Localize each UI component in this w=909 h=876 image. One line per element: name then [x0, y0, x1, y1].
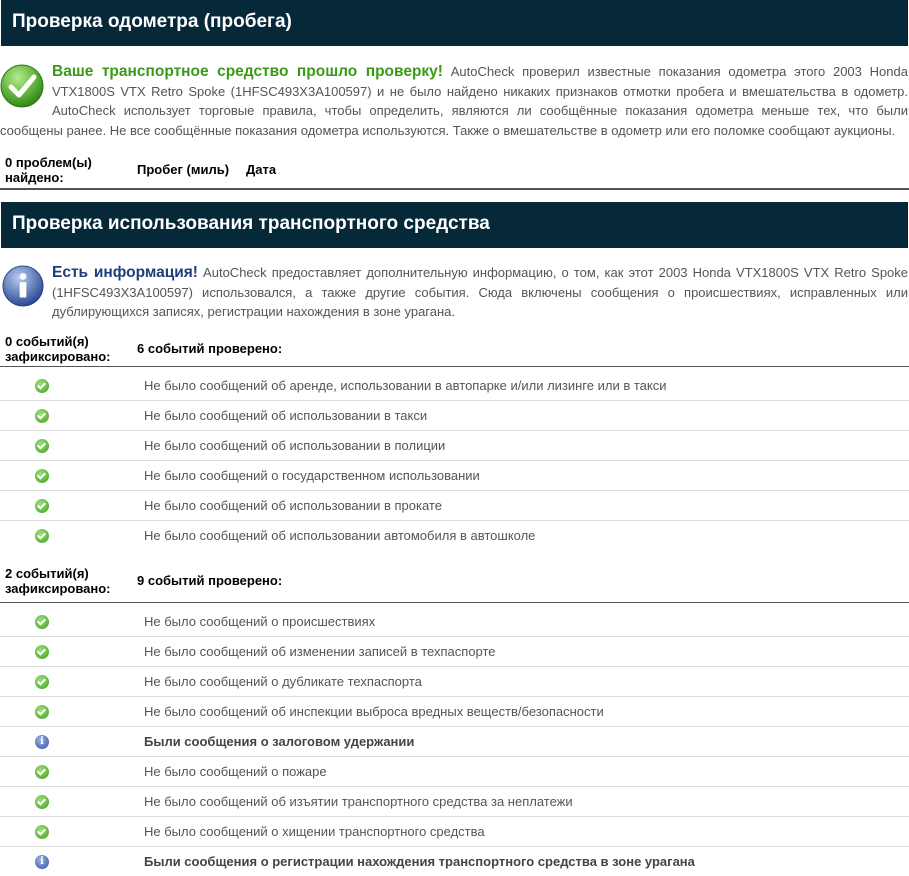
green-check-icon: [35, 765, 49, 779]
check-row: [0, 520, 909, 550]
check-row: [0, 756, 909, 786]
green-check-icon: [35, 825, 49, 839]
check-text: Не было сообщений об инспекции выброса вредных веществ/безопасности: [144, 696, 909, 726]
green-check-icon: [35, 409, 49, 423]
check-status-cell: [0, 460, 144, 490]
check-row: [0, 786, 909, 816]
check-row: [0, 696, 909, 726]
green-check-icon: [35, 499, 49, 513]
odometer-summary-row: [0, 151, 909, 188]
check-status-cell: [0, 430, 144, 460]
problems-found-label: 0 проблем(ы) найдено:: [5, 154, 92, 185]
mileage-column-header: Пробег (миль): [137, 162, 230, 177]
group2-summary-row: [0, 564, 909, 598]
check-row: [0, 430, 909, 460]
usage-lead: Есть информация!: [52, 264, 198, 281]
info-icon: [2, 265, 44, 307]
check-row: [0, 846, 909, 876]
divider: [0, 366, 909, 367]
check-status-cell: [0, 400, 144, 430]
divider: [0, 602, 909, 603]
check-status-cell: [0, 666, 144, 696]
check-row: [0, 666, 909, 696]
check-row: [0, 726, 909, 756]
group2-checked-label: 9 событий проверено:: [137, 573, 283, 588]
green-check-icon: [35, 529, 49, 543]
check-status-cell: [0, 786, 144, 816]
check-status-cell: [0, 371, 144, 401]
check-text: Не было сообщений о государственном использовании: [144, 460, 909, 490]
usage-text: AutoCheck предоставляет дополнительную информацию, о том, как этот 2003 Honda VTX1800S VTX Retro Spoke (1HFSC493X3A100597) использовался, а также другие события. Сюда включены сообщения о происшествиях, исправленных или дублирующихся записях, регистрации нахождения в зоне урагана.: [52, 265, 909, 319]
odometer-text: AutoCheck проверил известные показания одометра этого 2003 Honda VTX1800S VTX Retro Spoke (1HFSC493X3A100597) и не было найдено никаких признаков отмотки пробега и вмешательства в одометр. AutoCheck использует торговые правила, чтобы определить, являются ли сообщённые показания одометра меньше тех, что были сообщены ранее. Не все сообщённые показания одометра используются. Также о вмешательстве в одометр или его поломке сообщают аукционы.: [0, 64, 908, 138]
check-status-cell: [0, 816, 144, 846]
check-text: Не было сообщений об изъятии транспортного средства за неплатежи: [144, 786, 909, 816]
odometer-intro: [0, 62, 909, 140]
usage-section-header: Проверка использования транспортного средства: [1, 202, 908, 248]
divider: [0, 188, 909, 190]
group1-checked-label: 6 событий проверено:: [137, 341, 283, 356]
green-check-icon: [35, 615, 49, 629]
date-column-header: Дата: [246, 162, 277, 177]
check-text: Не было сообщений об использовании автомобиля в автошколе: [144, 527, 536, 543]
check-text: Не было сообщений о хищении транспортного средства: [144, 816, 909, 846]
check-status-cell: [0, 490, 144, 520]
green-check-icon: [35, 379, 49, 393]
check-status-cell: [0, 846, 144, 876]
check-text: Не было сообщений об использовании в такси: [144, 400, 909, 430]
check-status-cell: [0, 607, 144, 637]
check-text: Не было сообщений об изменении записей в техпаспорте: [144, 636, 909, 666]
check-row: [0, 490, 909, 520]
green-check-icon: [35, 439, 49, 453]
check-row: [0, 607, 909, 637]
check-text: Не было сообщений об аренде, использовании в автопарке и/или лизинге или в такси: [144, 371, 909, 401]
check-status-cell: [0, 726, 144, 756]
check-row: [0, 371, 909, 401]
green-check-icon: [35, 795, 49, 809]
check-text: Не было сообщений об использовании в прокате: [144, 490, 909, 520]
check-status-cell: [0, 696, 144, 726]
group2-recorded-label: 2 событий(я) зафиксировано:: [5, 565, 111, 596]
group1-checks-table: [0, 371, 909, 550]
check-status-cell: [0, 756, 144, 786]
check-row: [0, 460, 909, 490]
group1-recorded-label: 0 событий(я) зафиксировано:: [5, 333, 111, 364]
info-icon: i: [35, 855, 49, 869]
green-check-icon: [35, 645, 49, 659]
check-row: [0, 816, 909, 846]
check-text: Не было сообщений о пожаре: [144, 756, 909, 786]
green-check-icon: [35, 469, 49, 483]
green-check-icon: [35, 675, 49, 689]
odometer-lead: Ваше транспортное средство прошло проверку!: [52, 63, 443, 80]
check-row: [0, 636, 909, 666]
info-icon: i: [35, 735, 49, 749]
odometer-section-header: Проверка одометра (пробега): [1, 0, 908, 46]
group2-checks-table: [0, 607, 909, 876]
green-check-icon: [35, 705, 49, 719]
check-text: Не было сообщений об использовании в полиции: [144, 430, 909, 460]
check-status-cell: [0, 520, 144, 550]
check-status-cell: [0, 636, 144, 666]
usage-intro: [0, 263, 909, 322]
check-text: Были сообщения о регистрации нахождения транспортного средства в зоне урагана: [144, 853, 695, 869]
check-text: Не было сообщений о происшествиях: [144, 607, 909, 637]
check-text: Не было сообщений о дубликате техпаспорта: [144, 666, 909, 696]
check-text: Были сообщения о залоговом удержании: [144, 726, 909, 756]
group1-summary-row: [0, 332, 909, 366]
check-row: [0, 400, 909, 430]
green-check-icon: [0, 64, 44, 108]
